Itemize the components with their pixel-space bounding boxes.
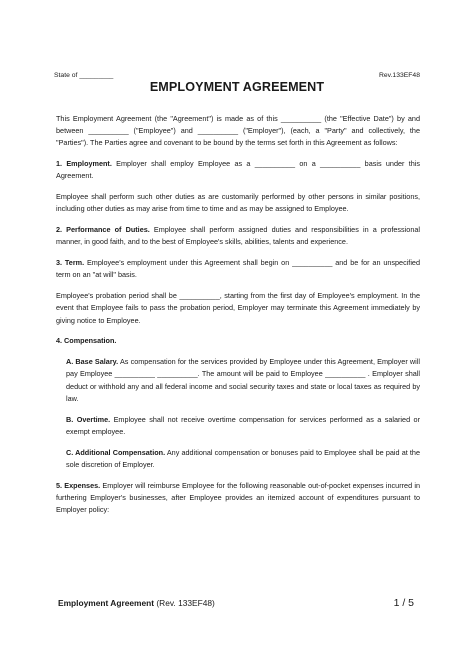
section-expenses [56, 480, 420, 517]
subsection-heading: A. Base Salary. [66, 357, 119, 367]
footer-doc-name: Employment Agreement [58, 598, 155, 608]
page-number: 1 / 5 [393, 597, 414, 609]
section-performance [56, 224, 420, 248]
document-title: EMPLOYMENT AGREEMENT [149, 80, 325, 94]
section-heading: 4. Compensation. [56, 336, 117, 346]
section-probation: Employee's probation period shall be __________, starting from the first day of Employee's employment. In the event that Employee fails to pass the probation period, Employer may terminate this Agreement immediately by giving notice to Employee. [56, 291, 420, 325]
section-text: Employer will reimburse Employee for the following reasonable out-of-pocket expenses incurred in furthering Employer's businesses, after Employee provides an itemized account of expenditures pursuant to Employer policy: [56, 480, 420, 515]
footer-doc-rev: (Rev. 133EF48) [154, 598, 215, 608]
section-compensation [56, 335, 420, 347]
section-text: Employee shall perform assigned duties and responsibilities in a professional manner, in good faith, and to the best of Employee's skills, abilities, talents and experience. [56, 225, 420, 247]
subsection-text: As compensation for the services provided by Employee under this Agreement, Employer will pay Employee __________ __________. The amount will be paid to Employee __________ . Employer shall deduct or withhold any and all federal income and social security taxes and state or local taxes as required by law. [66, 357, 420, 403]
subsection-heading: B. Overtime. [66, 414, 111, 424]
document-body [56, 113, 420, 525]
section-heading: 1. Employment. [56, 159, 112, 169]
state-field-label: State of _________ [54, 72, 114, 79]
section-heading: 2. Performance of Duties. [56, 225, 150, 235]
revision-code: Rev.133EF48 [378, 72, 420, 79]
subsection-heading: C. Additional Compensation. [66, 447, 166, 457]
section-heading: 3. Term. [56, 258, 85, 268]
footer-doc-info [58, 598, 215, 608]
subsection-base-salary [66, 356, 420, 405]
intro-paragraph: This Employment Agreement (the "Agreement") is made as of this __________ (the "Effective Date") by and between __________ ("Employee") and __________ ("Employer"), (each, a "Party" and collectively, the "Parties"). The Parties agree and covenant to be bound by the terms set forth in this Agreement as follows: [56, 114, 420, 148]
section-term [56, 257, 420, 281]
section-text: Employer shall employ Employee as a __________ on a __________ basis under this Agreement. [56, 159, 420, 181]
section-employment [56, 158, 420, 182]
subsection-text: Any additional compensation or bonuses paid to Employee shall be paid at the sole discretion of Employer. [66, 447, 420, 469]
section-employment-duties: Employee shall perform such other duties as are customarily performed by other persons in similar positions, including other duties as may arise from time to time and as may be assigned to Employee. [56, 192, 420, 214]
subsection-additional-compensation [66, 447, 420, 471]
section-heading: 5. Expenses. [56, 480, 101, 490]
subsection-text: Employee shall not receive overtime compensation for services performed as a salaried or exempt employee. [66, 414, 420, 436]
section-text: Employee's employment under this Agreement shall begin on __________ and be for an unspecified term on an "at will" basis. [56, 258, 421, 280]
subsection-overtime [66, 414, 420, 438]
